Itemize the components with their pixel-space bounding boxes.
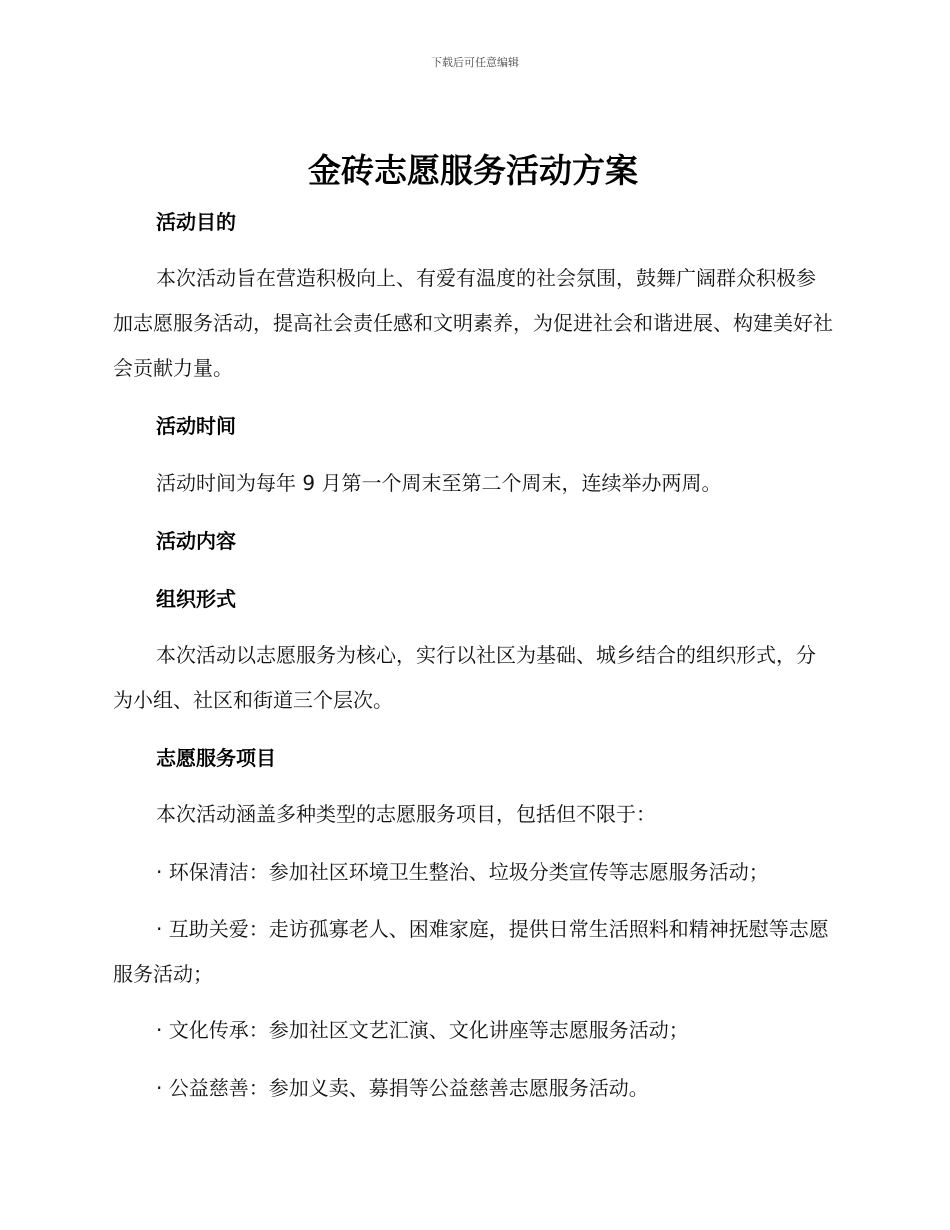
project-item-mutual-care: · 互助关爱：走访孤寡老人、困难家庭，提供日常生活照料和精神抚慰等志愿服务活动； — [113, 917, 829, 986]
project-item-charity: · 公益慈善：参加义卖、募捐等公益慈善志愿服务活动。 — [156, 1076, 649, 1100]
document-title: 金砖志愿服务活动方案 — [308, 151, 638, 190]
section-heading-projects: 志愿服务项目 — [156, 746, 276, 770]
section-text-time: 活动时间为每年 9 月第一个周末至第二个周末，连续举办两周。 — [156, 471, 722, 495]
section-text-organization: 本次活动以志愿服务为核心，实行以社区为基础、城乡结合的组织形式，分为小组、社区和街道三个层次。 — [113, 643, 816, 712]
section-heading-purpose: 活动目的 — [156, 210, 236, 234]
section-text-projects-intro: 本次活动涵盖多种类型的志愿服务项目，包括但不限于： — [156, 802, 656, 826]
section-heading-organization: 组织形式 — [156, 587, 236, 611]
section-text-purpose: 本次活动旨在营造积极向上、有爱有温度的社会氛围，鼓舞广阔群众积极参加志愿服务活动，提高社会责任感和文明素养，为促进社会和谐进展、构建美好社会贡献力量。 — [113, 266, 833, 380]
page-header-note: 下载后可任意编辑 — [431, 56, 519, 69]
section-heading-time: 活动时间 — [156, 414, 236, 438]
project-item-culture: · 文化传承：参加社区文艺汇演、文化讲座等志愿服务活动； — [156, 1018, 689, 1042]
section-heading-content: 活动内容 — [156, 529, 236, 553]
project-item-environment: · 环保清洁：参加社区环境卫生整治、垃圾分类宣传等志愿服务活动； — [156, 860, 769, 884]
